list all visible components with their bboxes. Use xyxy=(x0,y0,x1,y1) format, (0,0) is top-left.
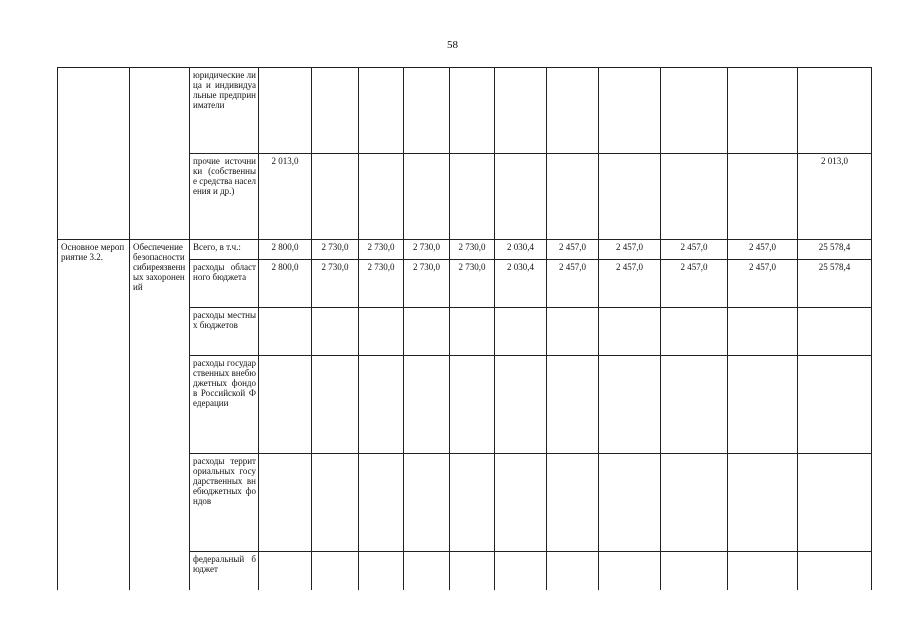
value-cell: 2 730,0 xyxy=(312,240,359,260)
activity-name-cell: Обеспечение безопасности сибиреязвенных захоронений xyxy=(130,240,190,590)
value-cell xyxy=(450,68,495,154)
value-cell xyxy=(798,356,872,454)
value-cell xyxy=(599,454,661,552)
value-cell xyxy=(798,68,872,154)
value-cell xyxy=(728,154,798,240)
value-cell xyxy=(495,68,547,154)
table-row xyxy=(58,68,872,154)
value-cell xyxy=(798,308,872,356)
value-cell xyxy=(259,552,312,590)
value-cell xyxy=(359,308,404,356)
value-cell xyxy=(450,552,495,590)
value-cell xyxy=(312,356,359,454)
value-cell: 2 013,0 xyxy=(798,154,872,240)
value-cell xyxy=(359,68,404,154)
value-cell xyxy=(495,454,547,552)
value-cell: 2 457,0 xyxy=(547,260,599,308)
funding-source-label: расходы местных бюджетов xyxy=(190,308,259,356)
page-number: 58 xyxy=(447,39,458,51)
value-cell xyxy=(404,154,450,240)
value-cell xyxy=(404,552,450,590)
value-cell xyxy=(547,552,599,590)
value-cell xyxy=(728,552,798,590)
funding-source-label: расходы территориальных государственных внебюджетных фондов xyxy=(190,454,259,552)
value-cell: 2 730,0 xyxy=(450,240,495,260)
value-cell xyxy=(661,308,728,356)
funding-source-label: расходы государственных внебюджетных фондов Российской Федерации xyxy=(190,356,259,454)
value-cell xyxy=(312,454,359,552)
value-cell xyxy=(661,154,728,240)
value-cell: 2 800,0 xyxy=(259,260,312,308)
value-cell: 2 800,0 xyxy=(259,240,312,260)
table-row xyxy=(58,240,872,260)
value-cell xyxy=(259,454,312,552)
value-cell xyxy=(661,68,728,154)
value-cell: 2 730,0 xyxy=(404,240,450,260)
value-cell xyxy=(728,356,798,454)
value-cell: 2 457,0 xyxy=(599,260,661,308)
value-cell xyxy=(312,154,359,240)
value-cell xyxy=(495,356,547,454)
value-cell xyxy=(404,454,450,552)
value-cell xyxy=(312,552,359,590)
value-cell xyxy=(547,154,599,240)
value-cell xyxy=(728,308,798,356)
value-cell: 2 457,0 xyxy=(728,240,798,260)
funding-source-label: прочие источники (собственные средства населения и др.) xyxy=(190,154,259,240)
value-cell xyxy=(495,154,547,240)
value-cell xyxy=(404,356,450,454)
value-cell xyxy=(728,68,798,154)
value-cell: 2 457,0 xyxy=(599,240,661,260)
value-cell xyxy=(312,68,359,154)
value-cell xyxy=(312,308,359,356)
value-cell xyxy=(599,552,661,590)
activity-cell: Основное мероприятие 3.2. xyxy=(58,240,130,590)
value-cell xyxy=(547,454,599,552)
value-cell: 25 578,4 xyxy=(798,260,872,308)
value-cell xyxy=(547,68,599,154)
value-cell xyxy=(547,356,599,454)
value-cell xyxy=(259,68,312,154)
value-cell xyxy=(599,308,661,356)
value-cell xyxy=(661,552,728,590)
value-cell xyxy=(450,154,495,240)
value-cell: 2 730,0 xyxy=(359,260,404,308)
value-cell: 2 730,0 xyxy=(312,260,359,308)
value-cell: 2 730,0 xyxy=(404,260,450,308)
value-cell xyxy=(450,454,495,552)
value-cell xyxy=(547,308,599,356)
value-cell xyxy=(599,68,661,154)
value-cell xyxy=(661,454,728,552)
value-cell: 2 457,0 xyxy=(661,240,728,260)
value-cell xyxy=(359,154,404,240)
value-cell xyxy=(359,356,404,454)
value-cell xyxy=(661,356,728,454)
value-cell xyxy=(728,454,798,552)
value-cell: 2 457,0 xyxy=(661,260,728,308)
value-cell: 2 457,0 xyxy=(547,240,599,260)
activity-cell-empty xyxy=(58,68,130,240)
value-cell xyxy=(359,454,404,552)
value-cell xyxy=(495,552,547,590)
value-cell xyxy=(259,308,312,356)
budget-table xyxy=(57,67,872,590)
value-cell: 2 457,0 xyxy=(728,260,798,308)
value-cell xyxy=(259,356,312,454)
value-cell: 2 030,4 xyxy=(495,240,547,260)
value-cell xyxy=(450,356,495,454)
value-cell xyxy=(495,308,547,356)
value-cell: 2 730,0 xyxy=(450,260,495,308)
value-cell xyxy=(359,552,404,590)
value-cell xyxy=(599,154,661,240)
value-cell xyxy=(450,308,495,356)
name-cell-empty xyxy=(130,68,190,240)
value-cell xyxy=(798,454,872,552)
value-cell: 2 030,4 xyxy=(495,260,547,308)
funding-source-label: Всего, в т.ч.: xyxy=(190,240,259,260)
funding-source-label: расходы областного бюджета xyxy=(190,260,259,308)
value-cell: 2 013,0 xyxy=(259,154,312,240)
value-cell xyxy=(404,68,450,154)
funding-source-label: федеральный бюджет xyxy=(190,552,259,590)
value-cell: 2 730,0 xyxy=(359,240,404,260)
value-cell: 25 578,4 xyxy=(798,240,872,260)
value-cell xyxy=(798,552,872,590)
value-cell xyxy=(599,356,661,454)
value-cell xyxy=(404,308,450,356)
funding-source-label: юридические лица и индивидуальные предприниматели xyxy=(190,68,259,154)
